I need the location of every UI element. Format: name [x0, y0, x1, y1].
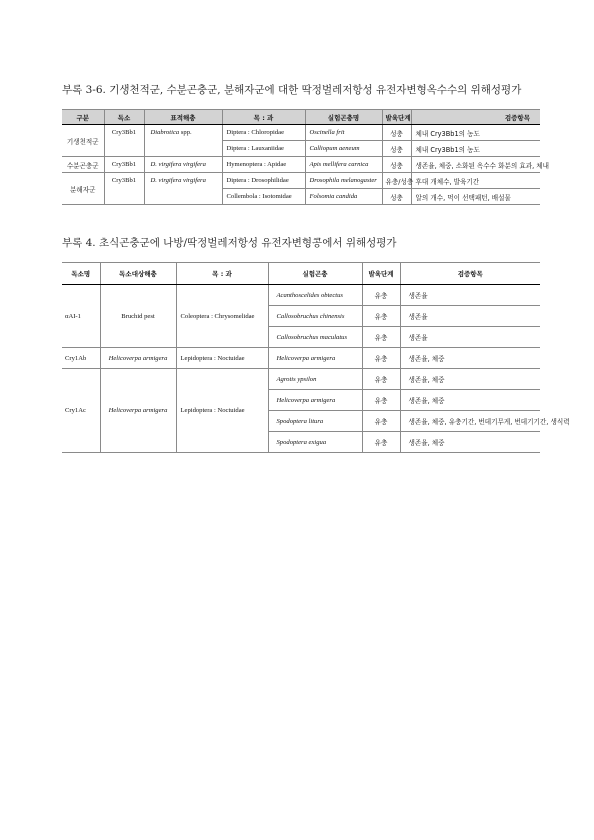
cell-order-family: Lepidoptera : Noctuidae — [176, 369, 268, 453]
header-order-family: 목 : 과 — [222, 110, 305, 125]
cell-endpoints: 후대 개체수, 발육기간 — [411, 173, 540, 189]
cell-stage: 유충 — [362, 432, 400, 453]
cell-stage: 유충/성충 — [382, 173, 411, 189]
header-endpoints: 검증항목 — [411, 110, 540, 125]
cell-endpoints: 알의 개수, 먹이 선택패턴, 배설물 — [411, 189, 540, 205]
cell-test-insect: Spodoptera litura — [268, 411, 362, 432]
table-row — [62, 369, 540, 390]
cell-target-pest — [144, 157, 222, 173]
cell-target-pest — [144, 125, 222, 157]
cell-endpoints: 체내 Cry3Bb1의 농도 — [411, 125, 540, 141]
cell-target-pest — [144, 173, 222, 205]
table1-header-row — [62, 110, 540, 125]
table2-header-row — [62, 263, 540, 285]
cell-toxin-name: Cry1Ac — [62, 369, 100, 453]
cell-toxin-target-pest: Helicoverpa armigera — [100, 369, 176, 453]
cell-group: 수분곤충군 — [62, 157, 104, 173]
table-row — [62, 285, 540, 306]
cell-toxin: Cry3Bb1 — [104, 173, 144, 205]
header-target-pest: 표적해충 — [144, 110, 222, 125]
cell-test-insect: Drosophila melanogaster — [305, 173, 382, 189]
cell-endpoints: 생존율, 체중 — [400, 390, 540, 411]
target-pest-italic: Diabrotica — [150, 129, 180, 136]
target-pest-plain: spp. — [180, 129, 192, 136]
cell-test-insect: Acanthoscelides obtectus — [268, 285, 362, 306]
cell-order-family: Hymenoptera : Apidae — [222, 157, 305, 173]
cell-endpoints: 생존율 — [400, 327, 540, 348]
cell-test-insect: Apis mellifera carnica — [305, 157, 382, 173]
header-test-insect: 실험곤충 — [268, 263, 362, 285]
table-row — [62, 348, 540, 369]
cell-test-insect: Folsomia candida — [305, 189, 382, 205]
cell-endpoints: 생존율, 체중 — [400, 348, 540, 369]
cell-stage: 성충 — [382, 189, 411, 205]
cell-stage: 유충 — [362, 411, 400, 432]
cell-stage: 유충 — [362, 348, 400, 369]
table1-corn-nontarget-risk — [62, 109, 550, 205]
cell-order-family: Collembola : Isotomidae — [222, 189, 305, 205]
cell-stage: 성충 — [382, 125, 411, 141]
header-order-family: 목 : 과 — [176, 263, 268, 285]
cell-test-insect: Calliopum aeneum — [305, 141, 382, 157]
cell-group: 기생천적군 — [62, 125, 104, 157]
cell-order-family: Diptera : Chloropidae — [222, 125, 305, 141]
table-row — [62, 125, 540, 141]
cell-toxin-target-pest: Helicoverpa armigera — [100, 348, 176, 369]
cell-stage: 성충 — [382, 141, 411, 157]
cell-stage: 유충 — [362, 369, 400, 390]
cell-endpoints: 체내 Cry3Bb1의 농도 — [411, 141, 540, 157]
header-stage: 발육단계 — [362, 263, 400, 285]
cell-order-family: Coleoptera : Chrysomelidae — [176, 285, 268, 348]
cell-endpoints: 생존율, 체중 — [400, 369, 540, 390]
cell-endpoints: 생존율, 체중, 소화된 옥수수 화분의 효과, 체내 — [411, 157, 540, 173]
cell-order-family: Lepidoptera : Noctuidae — [176, 348, 268, 369]
header-group: 구분 — [62, 110, 104, 125]
cell-toxin-name: Cry1Ab — [62, 348, 100, 369]
cell-test-insect: Spodoptera exigua — [268, 432, 362, 453]
header-toxin-target-pest: 독소대상해충 — [100, 263, 176, 285]
cell-toxin: Cry3Bb1 — [104, 157, 144, 173]
cell-test-insect: Helicoverpa armigera — [268, 390, 362, 411]
cell-toxin-target-pest: Bruchid pest — [100, 285, 176, 348]
cell-group: 분해자군 — [62, 173, 104, 205]
cell-stage: 유충 — [362, 390, 400, 411]
cell-stage: 유충 — [362, 327, 400, 348]
table-row — [62, 173, 540, 189]
cell-endpoints: 생존율, 체중 — [400, 432, 540, 453]
table1-title: 부록 3-6. 기생천적군, 수분곤충군, 분해자군에 대한 딱정벌레저항성 유전자변형옥수수의 위해성평가 — [62, 84, 522, 96]
table2-title: 부록 4. 초식곤충군에 나방/딱정벌레저항성 유전자변형콩에서 위해성평가 — [62, 237, 397, 249]
cell-endpoints: 생존율 — [400, 306, 540, 327]
table-row — [62, 157, 540, 173]
target-pest-italic: D. virgifera virgifera — [150, 161, 206, 168]
target-pest-italic: D. virgifera virgifera — [150, 177, 206, 184]
cell-order-family: Diptera : Lauxaniidae — [222, 141, 305, 157]
cell-order-family: Diptera : Drosophilidae — [222, 173, 305, 189]
cell-toxin: Cry3Bb1 — [104, 125, 144, 157]
cell-stage: 유충 — [362, 306, 400, 327]
cell-stage: 유충 — [362, 285, 400, 306]
cell-endpoints: 생존율 — [400, 285, 540, 306]
cell-toxin-name: αAI-1 — [62, 285, 100, 348]
header-toxin: 독소 — [104, 110, 144, 125]
cell-test-insect: Callosobruchus maculatus — [268, 327, 362, 348]
cell-test-insect: Oscinella frit — [305, 125, 382, 141]
header-test-insect: 실험곤충명 — [305, 110, 382, 125]
header-stage: 발육단계 — [382, 110, 411, 125]
header-toxin-name: 독소명 — [62, 263, 100, 285]
cell-test-insect: Helicoverpa armigera — [268, 348, 362, 369]
cell-endpoints: 생존율, 체중, 유충기간, 번데기무게, 번데기기간, 생식력 — [400, 411, 540, 432]
cell-stage: 성충 — [382, 157, 411, 173]
header-endpoints: 검증항목 — [400, 263, 540, 285]
cell-test-insect: Callosobruchus chinensis — [268, 306, 362, 327]
cell-test-insect: Agrotis ypsilon — [268, 369, 362, 390]
table2-soybean-herbivore-risk — [62, 262, 570, 453]
